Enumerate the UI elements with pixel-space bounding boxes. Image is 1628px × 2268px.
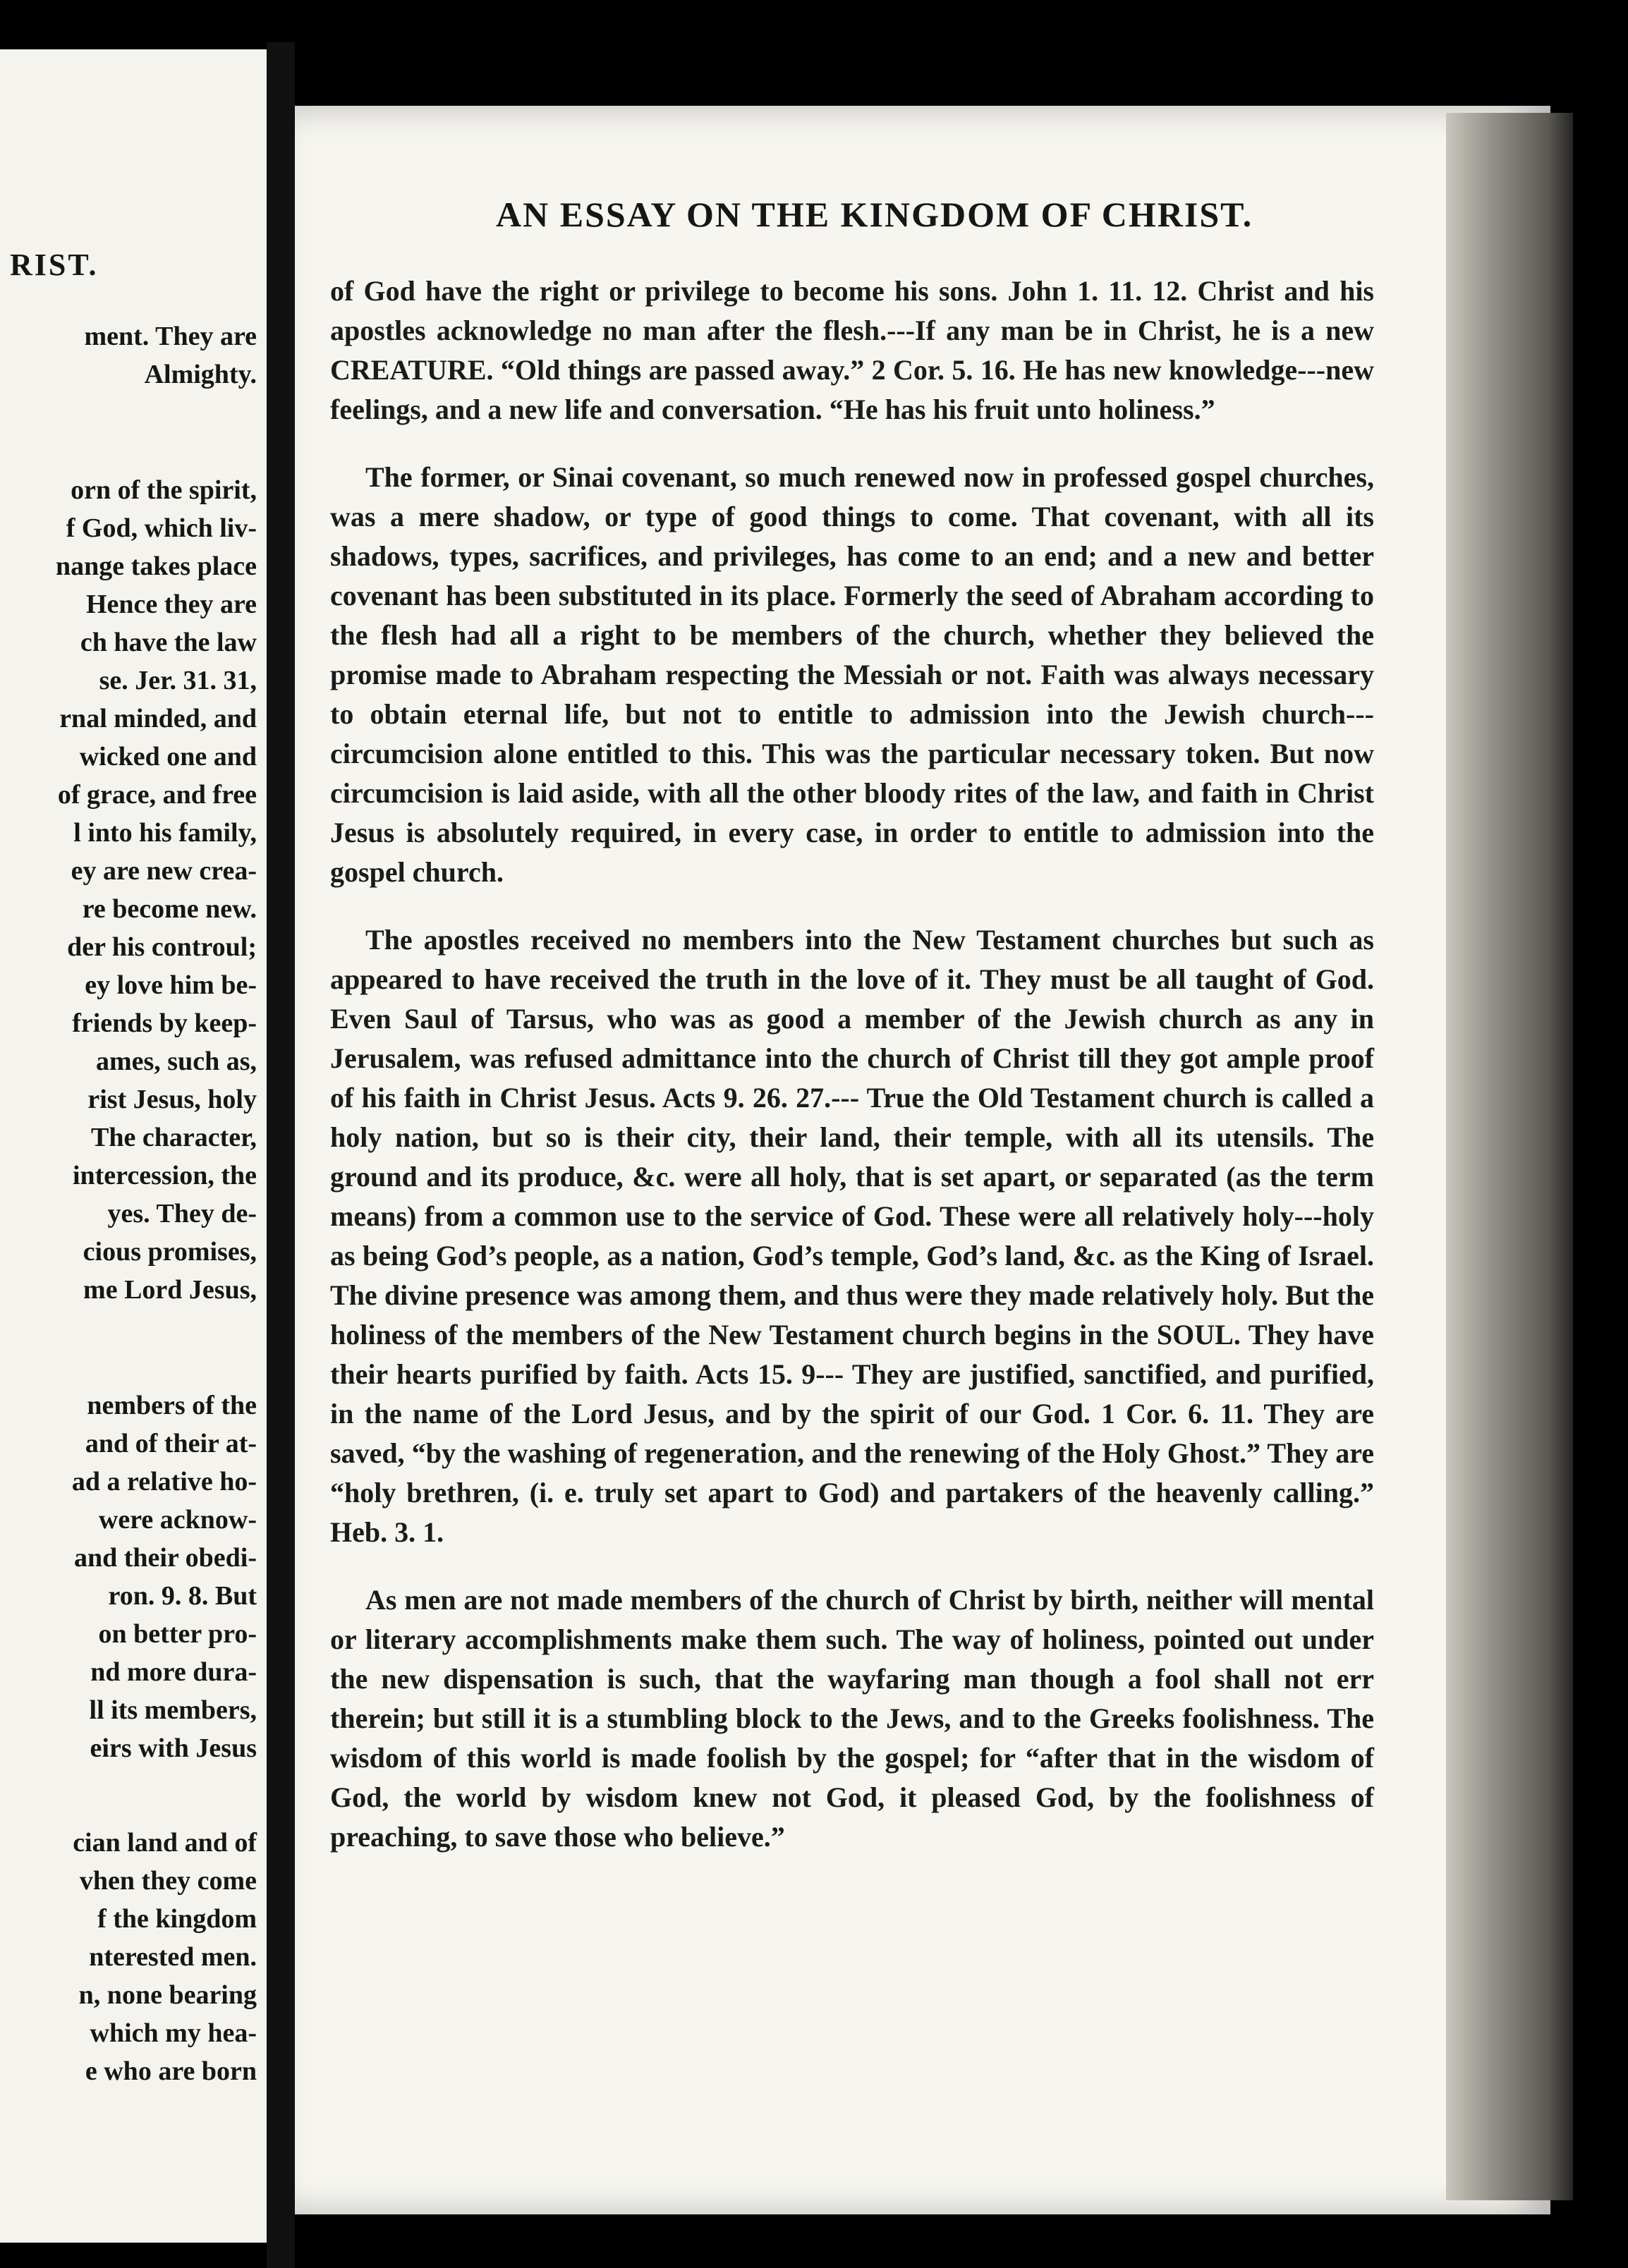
left-line: ames, such as, xyxy=(95,1047,257,1076)
left-line: f God, which liv- xyxy=(66,513,257,543)
left-line: on better pro- xyxy=(98,1619,257,1649)
paragraph: As men are not made members of the church of Christ by birth, neither will mental or literary accomplishments make them such. The way of holiness, pointed out under the new dispensation is such, that the wayfaring man though a fool shall not err therein; but still it is a stumbling block to the Jews, and to the Greeks foolishness. The wisdom of this world is made foolish by the gospel; for “after that in the wisdom of God, the world by wisdom knew not God, it pleased God, by the foolishness of preaching, to save those who believe.” xyxy=(330,1584,1374,1853)
running-head: AN ESSAY ON THE KINGDOM OF CHRIST. xyxy=(496,195,1253,234)
left-line: re become new. xyxy=(82,894,257,924)
left-line: nange takes place xyxy=(56,551,257,581)
paragraph: The apostles received no members into the New Testament churches but such as appeared to have received the truth in the love of it. They must be all taught of God. Even Saul of Tarsus, who was as good a member of the Jewish church as any in Jerusalem, was refused admittance into the church of Christ till they got ample proof of his faith in Christ Jesus. Acts 9. 26. 27.--- True the Old Testament church is called a holy nation, but so is their city, their land, their temple, with all its utensils. The ground and its produce, &c. were all holy, that is set apart, or separated (as the term means) from a common use to the service of God. These were all relatively holy---holy as being God’s people, as a nation, God’s temple, God’s land, &c. as the King of Israel. The divine presence was among them, and thus were they made relatively holy. But the holiness of the members of the New Testament church begins in the SOUL. They have their hearts purified by faith. Acts 15. 9--- They are justified, sanctified, and purified, in the name of the Lord Jesus, and by the spirit of our God. 1 Cor. 6. 11. They are saved, “by the washing of regeneration, and the renewing of the Holy Ghost.” They are “holy brethren, (i. e. truly set apart to God) and partakers of the heavenly calling.” Heb. 3. 1. xyxy=(330,924,1374,1548)
left-line: Hence they are xyxy=(86,590,257,619)
left-line: cious promises, xyxy=(83,1237,257,1267)
left-line: ey are new crea- xyxy=(71,856,257,886)
left-line: rnal minded, and xyxy=(59,704,257,733)
left-line: yes. They de- xyxy=(107,1199,257,1228)
left-line: ey love him be- xyxy=(85,970,257,1000)
left-line: ron. 9. 8. But xyxy=(108,1581,257,1611)
left-line: ment. They are xyxy=(84,322,257,351)
left-line: and of their at- xyxy=(85,1429,257,1458)
paragraph: The former, or Sinai covenant, so much renewed now in professed gospel churches, was a mere shadow, or type of good things to come. That covenant, with all its shadows, types, sacrifices, and privileges, has come to an end; and a new and better covenant has been substituted in its place. Formerly the seed of Abraham according to the flesh had all a right to be members of the church, whether they believed the promise made to Abraham respecting the Messiah or not. Faith was always necessary to obtain eternal life, but not to entitle to admission into the Jewish church---circumcision alone entitled to this. This was the particular necessary token. But now circumcision is laid aside, with all the other bloody rites of the law, and faith in Christ Jesus is absolutely required, in every case, in order to entitle to admission into the gospel church. xyxy=(330,461,1374,888)
left-line: ch have the law xyxy=(80,628,257,657)
left-line: cian land and of xyxy=(73,1828,257,1858)
left-line: were acknow- xyxy=(98,1505,257,1535)
book-gutter xyxy=(267,42,295,2268)
left-line: and their obedi- xyxy=(73,1543,257,1573)
paragraph: of God have the right or privilege to become his sons. John 1. 11. 12. Christ and his apostles acknowledge no man after the flesh.---If any man be in Christ, he is a new CREATURE. “Old things are passed away.” 2 Cor. 5. 16. He has new knowledge---new feelings, and a new life and conversation. “He has his fruit unto holiness.” xyxy=(330,275,1374,425)
left-line: intercession, the xyxy=(72,1161,257,1190)
left-line: nterested men. xyxy=(89,1942,257,1972)
left-line: ll its members, xyxy=(89,1695,257,1725)
left-line: nd more dura- xyxy=(90,1657,257,1687)
page-block-edge xyxy=(1446,113,1573,2200)
left-line: of grace, and free xyxy=(57,780,257,810)
left-line: e who are born xyxy=(85,2056,257,2086)
left-line: vhen they come xyxy=(79,1866,257,1896)
right-page xyxy=(295,106,1550,2214)
left-page-text xyxy=(0,317,262,2090)
page-body xyxy=(330,272,1374,1885)
left-line: The character, xyxy=(91,1123,257,1152)
left-line: n, none bearing xyxy=(78,1980,257,2010)
left-facing-page xyxy=(0,49,267,2243)
left-line: eirs with Jesus xyxy=(90,1733,257,1763)
left-line: wicked one and xyxy=(79,742,257,772)
left-line: Almighty. xyxy=(144,360,257,389)
left-line: friends by keep- xyxy=(72,1008,257,1038)
left-line: nembers of the xyxy=(87,1391,257,1420)
left-line: der his controul; xyxy=(67,932,257,962)
left-line: l into his family, xyxy=(73,818,257,848)
left-line: rist Jesus, holy xyxy=(87,1085,257,1114)
left-line: me Lord Jesus, xyxy=(83,1275,257,1305)
left-line: f the kingdom xyxy=(97,1904,257,1934)
left-line: se. Jer. 31. 31, xyxy=(99,666,257,695)
left-line: orn of the spirit, xyxy=(71,475,257,505)
left-line: which my hea- xyxy=(90,2018,257,2048)
page-header xyxy=(496,194,1568,250)
left-page-heading: RIST. xyxy=(10,248,99,282)
left-line: ad a relative ho- xyxy=(71,1467,257,1496)
